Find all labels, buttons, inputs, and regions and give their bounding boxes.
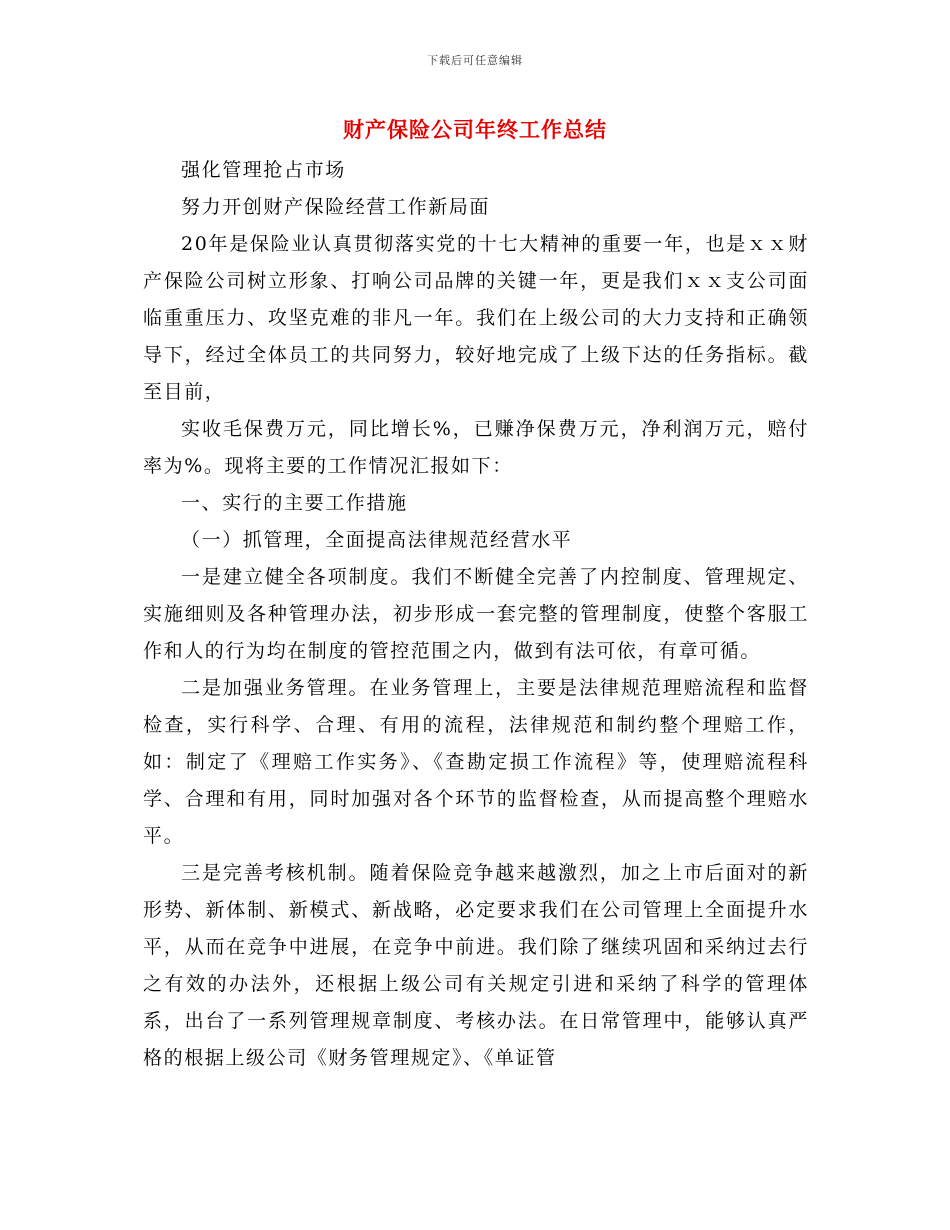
paragraph-item-3: 三是完善考核机制。随着保险竞争越来越激烈，加之上市后面对的新形势、新体制、新模式、新战略，必定要求我们在公司管理上全面提升水平，从而在竞争中进展，在竞争中前进。我们除了继续巩固和采纳过去行之有效的办法外，还根据上级公司有关规定引进和采纳了科学的管理体系，出台了一系列管理规章制度、考核办法。在日常管理中，能够认真严格的根据上级公司《财务管理规定》、《单证管 bbox=[143, 862, 809, 1069]
header-note: 下载后可任意编辑 bbox=[427, 54, 523, 67]
document-title: 财产保险公司年终工作总结 bbox=[343, 118, 607, 142]
subheading-2: 努力开创财产保险经营工作新局面 bbox=[181, 196, 491, 218]
paragraph-item-1: 一是建立健全各项制度。我们不断健全完善了内控制度、管理规定、实施细则及各种管理办法，初步形成一套完整的管理制度，使整个客服工作和人的行为均在制度的管控范围之内，做到有法可依，有章可循。 bbox=[143, 566, 809, 662]
paragraph-stats: 实收毛保费万元，同比增长%，已赚净保费万元，净利润万元，赔付率为%。现将主要的工作情况汇报如下： bbox=[143, 418, 809, 477]
paragraph-item-2: 二是加强业务管理。在业务管理上，主要是法律规范理赔流程和监督检查，实行科学、合理、有用的流程，法律规范和制约整个理赔工作，如：制定了《理赔工作实务》、《查勘定损工作流程》等，使理赔流程科学、合理和有用，同时加强对各个环节的监督检查，从而提高整个理赔水平。 bbox=[143, 677, 809, 847]
section-subheading-1: （一）抓管理，全面提高法律规范经营水平 bbox=[181, 529, 573, 551]
section-heading-1: 一、实行的主要工作措施 bbox=[181, 492, 408, 514]
subheading-1: 强化管理抢占市场 bbox=[181, 159, 346, 181]
document-body bbox=[143, 152, 809, 1077]
paragraph-intro: 20年是保险业认真贯彻落实党的十七大精神的重要一年，也是ｘｘ财产保险公司树立形象、打响公司品牌的关键一年，更是我们ｘｘ支公司面临重重压力、攻坚克难的非凡一年。我们在上级公司的大力支持和正确领导下，经过全体员工的共同努力，较好地完成了上级下达的任务指标。截至目前， bbox=[143, 233, 809, 403]
